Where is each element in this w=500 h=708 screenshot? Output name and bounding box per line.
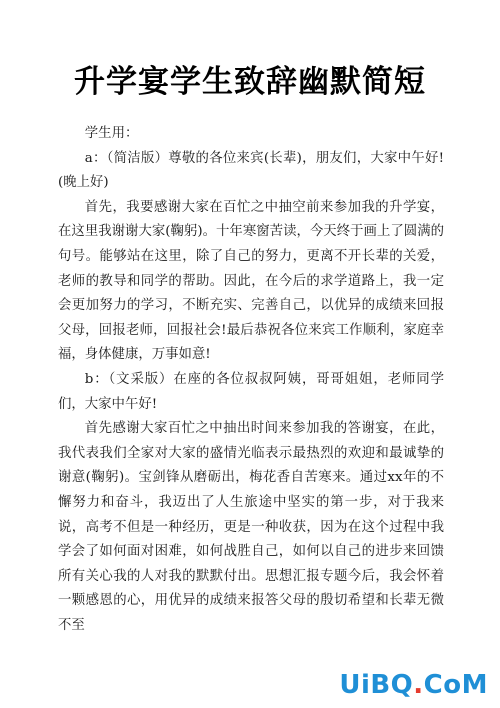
- paragraph-version-b: b：（文采版）在座的各位叔叔阿姨，哥哥姐姐，老师同学们，大家中午好!: [58, 371, 444, 412]
- paragraph-intro: 学生用：: [84, 126, 139, 141]
- document-body: [58, 122, 444, 638]
- paragraph-version-a: a：（简洁版）尊敬的各位来宾(长辈)，朋友们，大家中午好!(晚上好): [58, 150, 444, 191]
- watermark-dot: .: [413, 670, 424, 700]
- watermark-right: CoM: [423, 670, 488, 700]
- paragraph-b-body: 首先感谢大家百忙之中抽出时间来参加我的答谢宴，在此，我代表我们全家对大家的盛情光临表示最热烈的欢迎和最诚挚的谢意(鞠躬)。宝剑锋从磨砺出，梅花香自苦寒来。通过xx年的不懈努力和奋斗，我迈出了人生旅途中坚实的第一步，对于我来说，高考不但是一种经历，更是一种收获，因为在这个过程中我学会了如何面对困难，如何战胜自己，如何以自己的进步来回馈所有关心我的人对我的默默付出。思想汇报专题今后，我会怀着一颗感恩的心，用优异的成绩来报答父母的殷切希望和长辈无微不至: [58, 421, 444, 633]
- site-watermark: [339, 670, 488, 700]
- watermark-left: UiBQ: [339, 670, 414, 700]
- paragraph-a-body: 首先，我要感谢大家在百忙之中抽空前来参加我的升学宴，在这里我谢谢大家(鞠躬)。十年寒窗苦读，今天终于画上了圆满的句号。能够站在这里，除了自己的努力，更离不开长辈的关爱，老师的教导和同学的帮助。因此，在今后的求学道路上，我一定会更加努力的学习，不断充实、完善自己，以优异的成绩来回报父母，回报老师，回报社会!最后恭祝各位来宾工作顺利，家庭幸福，身体健康，万事如意!: [58, 199, 444, 363]
- document-title: 升学宴学生致辞幽默简短: [74, 64, 426, 100]
